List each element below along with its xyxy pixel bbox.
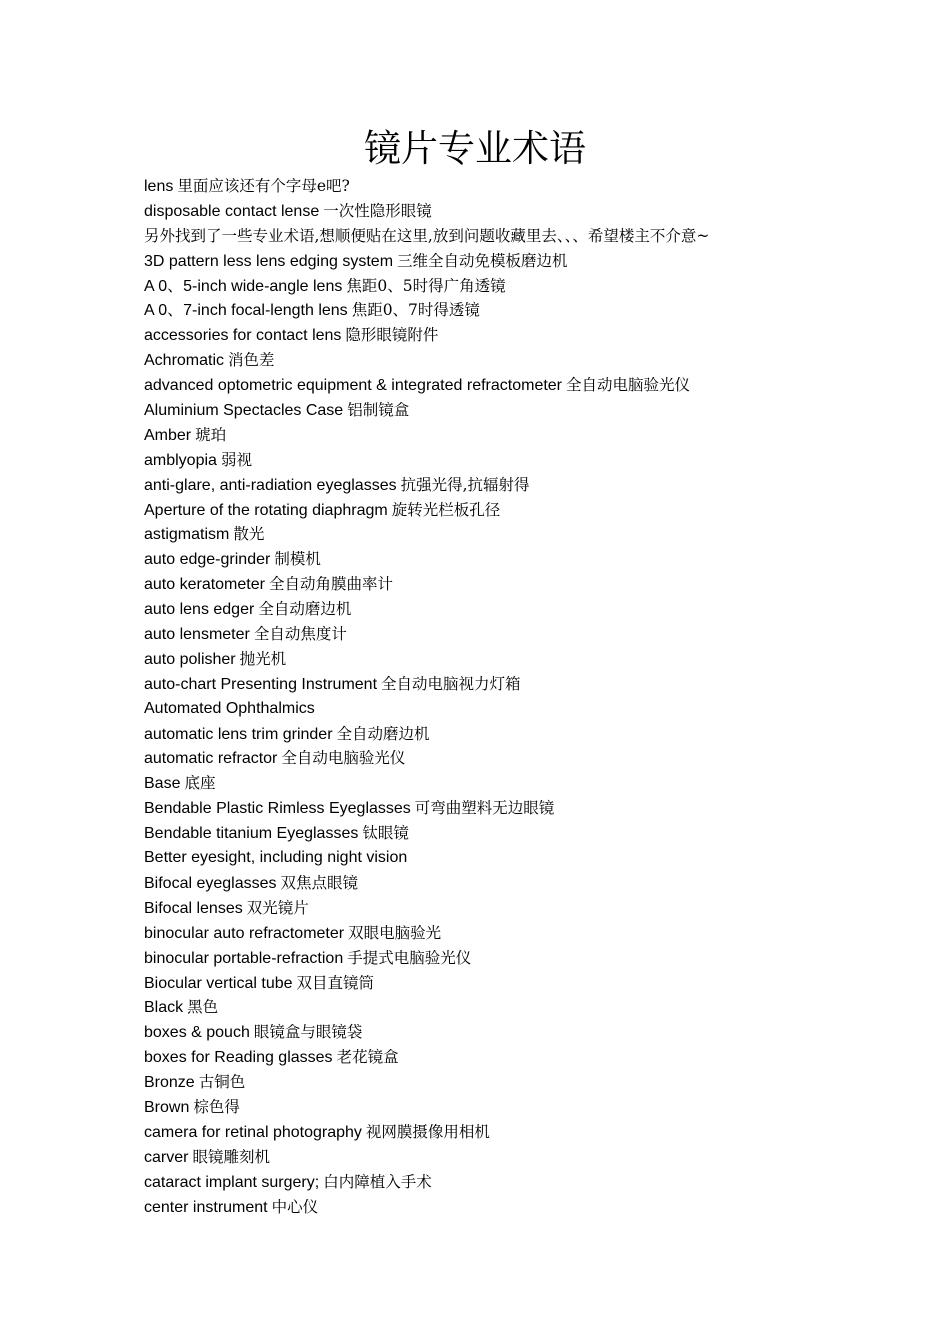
term-english: boxes & pouch [144, 1024, 250, 1042]
term-english: anti-glare, anti-radiation eyeglasses [144, 476, 397, 494]
term-chinese: 棕色得 [193, 1097, 240, 1116]
term-english: A 0、5-inch wide-angle lens [144, 277, 343, 295]
term-english: auto lens edger [144, 601, 255, 619]
term-english: automatic lens trim grinder [144, 725, 333, 743]
term-chinese: 全自动电脑验光仪 [566, 376, 691, 395]
term-chinese: 可弯曲塑料无边眼镜 [414, 799, 555, 818]
term-line [144, 1170, 924, 1195]
term-line [144, 622, 924, 647]
term-english: Black [144, 999, 184, 1017]
term-line [144, 871, 924, 896]
term-english: auto-chart Presenting Instrument [144, 675, 378, 693]
term-line [144, 1145, 924, 1170]
term-line [144, 597, 924, 622]
term-line [144, 697, 924, 722]
term-chinese: 黑色 [187, 998, 219, 1017]
term-chinese: 抗强光得,抗辐射得 [400, 475, 530, 494]
term-line [144, 647, 924, 672]
term-english: astigmatism [144, 526, 230, 544]
term-english: carver [144, 1148, 189, 1166]
term-english: Bronze [144, 1074, 195, 1092]
term-line [144, 423, 924, 448]
term-line [144, 1045, 924, 1070]
term-line [144, 672, 924, 697]
term-english: camera for retinal photography [144, 1123, 362, 1141]
term-chinese: 全自动磨边机 [336, 724, 430, 743]
term-english: boxes for Reading glasses [144, 1049, 333, 1067]
term-line [144, 1020, 924, 1045]
term-line [144, 298, 924, 323]
term-chinese: 旋转光栏板孔径 [391, 500, 501, 519]
term-english: 3D pattern less lens edging system [144, 252, 394, 270]
term-english: Bendable titanium Eyeglasses [144, 825, 359, 843]
term-english: auto polisher [144, 650, 236, 668]
term-chinese: 消色差 [228, 351, 275, 370]
term-line [144, 1070, 924, 1095]
term-chinese: 中心仪 [271, 1197, 319, 1216]
term-list [144, 174, 924, 1219]
term-chinese: 隐形眼镜附件 [345, 326, 439, 345]
term-line [144, 722, 924, 747]
term-english: Aperture of the rotating diaphragm [144, 501, 388, 519]
term-english: auto keratometer [144, 576, 265, 594]
term-line [144, 249, 924, 274]
term-chinese: 里面应该还有个字母e吧? [177, 177, 350, 195]
term-chinese: 全自动电脑视力灯箱 [381, 674, 521, 693]
term-english: automatic refractor [144, 750, 278, 768]
term-chinese: 铝制镜盒 [347, 401, 410, 420]
term-chinese: 双眼电脑验光 [348, 923, 442, 942]
term-chinese: 另外找到了一些专业术语,想顺便贴在这里,放到问题收藏里去、、、希望楼主不介意~ [144, 226, 710, 245]
term-english: cataract implant surgery; [144, 1173, 320, 1191]
term-line [144, 971, 924, 996]
term-chinese: 全自动角膜曲率计 [268, 575, 393, 594]
term-line [144, 896, 924, 921]
term-chinese: 全自动电脑验光仪 [281, 749, 406, 768]
term-english: Automated Ophthalmics [144, 699, 315, 717]
term-chinese: 手提式电脑验光仪 [347, 948, 472, 967]
term-line [144, 771, 924, 796]
term-line [144, 323, 924, 348]
term-line [144, 746, 924, 771]
term-line [144, 174, 924, 199]
term-english: Bifocal lenses [144, 899, 243, 917]
term-line [144, 821, 924, 846]
term-english: amblyopia [144, 451, 217, 469]
term-english: A 0、7-inch focal-length lens [144, 302, 348, 320]
term-english: Better eyesight, including night vision [144, 849, 408, 867]
term-line [144, 572, 924, 597]
term-english: binocular portable-refraction [144, 949, 344, 967]
term-line [144, 946, 924, 971]
term-english: advanced optometric equipment & integrated refractometer [144, 377, 563, 395]
term-line [144, 1195, 924, 1220]
term-chinese: 钛眼镜 [362, 824, 409, 843]
term-chinese: 一次性隐形眼镜 [323, 201, 432, 220]
term-line [144, 224, 924, 249]
term-english: accessories for contact lens [144, 327, 342, 345]
term-english: binocular auto refractometer [144, 924, 345, 942]
term-chinese: 双焦点眼镜 [280, 873, 359, 892]
term-line [144, 1095, 924, 1120]
term-english: Brown [144, 1098, 190, 1116]
term-chinese: 三维全自动免模板磨边机 [397, 251, 568, 270]
term-english: Biocular vertical tube [144, 974, 293, 992]
term-chinese: 抛光机 [239, 649, 287, 668]
term-chinese: 焦距0、5时得广角透镜 [346, 276, 506, 295]
term-chinese: 散光 [233, 525, 265, 544]
term-line [144, 348, 924, 373]
term-chinese: 焦距0、7时得透镜 [351, 301, 480, 320]
term-chinese: 制模机 [274, 550, 321, 569]
term-line [144, 796, 924, 821]
term-line [144, 846, 924, 871]
term-line [144, 274, 924, 299]
term-english: lens [144, 178, 174, 195]
term-line [144, 373, 924, 398]
term-line [144, 921, 924, 946]
term-line [144, 522, 924, 547]
term-chinese: 全自动磨边机 [258, 600, 352, 619]
term-line [144, 199, 924, 224]
term-line [144, 995, 924, 1020]
term-chinese: 视网膜摄像用相机 [365, 1122, 490, 1141]
term-chinese: 底座 [184, 774, 216, 793]
term-chinese: 眼镜雕刻机 [192, 1147, 270, 1166]
term-line [144, 547, 924, 572]
term-english: disposable contact lense [144, 202, 320, 220]
term-english: auto edge-grinder [144, 551, 271, 569]
term-english: auto lensmeter [144, 626, 250, 644]
term-chinese: 白内障植入手术 [323, 1172, 432, 1191]
term-chinese: 琥珀 [195, 425, 227, 444]
term-line [144, 473, 924, 498]
term-chinese: 古铜色 [198, 1073, 246, 1092]
term-english: Amber [144, 426, 192, 444]
term-line [144, 448, 924, 473]
term-chinese: 全自动焦度计 [253, 625, 347, 644]
term-chinese: 双目直镜筒 [296, 973, 375, 992]
term-english: Aluminium Spectacles Case [144, 402, 344, 420]
term-chinese: 弱视 [220, 450, 252, 469]
term-english: Achromatic [144, 352, 225, 370]
term-chinese: 老花镜盒 [336, 1048, 399, 1067]
page-title: 镜片专业术语 [364, 127, 586, 170]
term-english: Bendable Plastic Rimless Eyeglasses [144, 800, 411, 818]
term-line [144, 398, 924, 423]
term-chinese: 眼镜盒与眼镜袋 [253, 1023, 363, 1042]
term-english: Base [144, 775, 181, 793]
term-english: Bifocal eyeglasses [144, 874, 277, 892]
term-english: center instrument [144, 1198, 268, 1216]
term-chinese: 双光镜片 [246, 898, 309, 917]
term-line [144, 1120, 924, 1145]
term-line [144, 498, 924, 523]
